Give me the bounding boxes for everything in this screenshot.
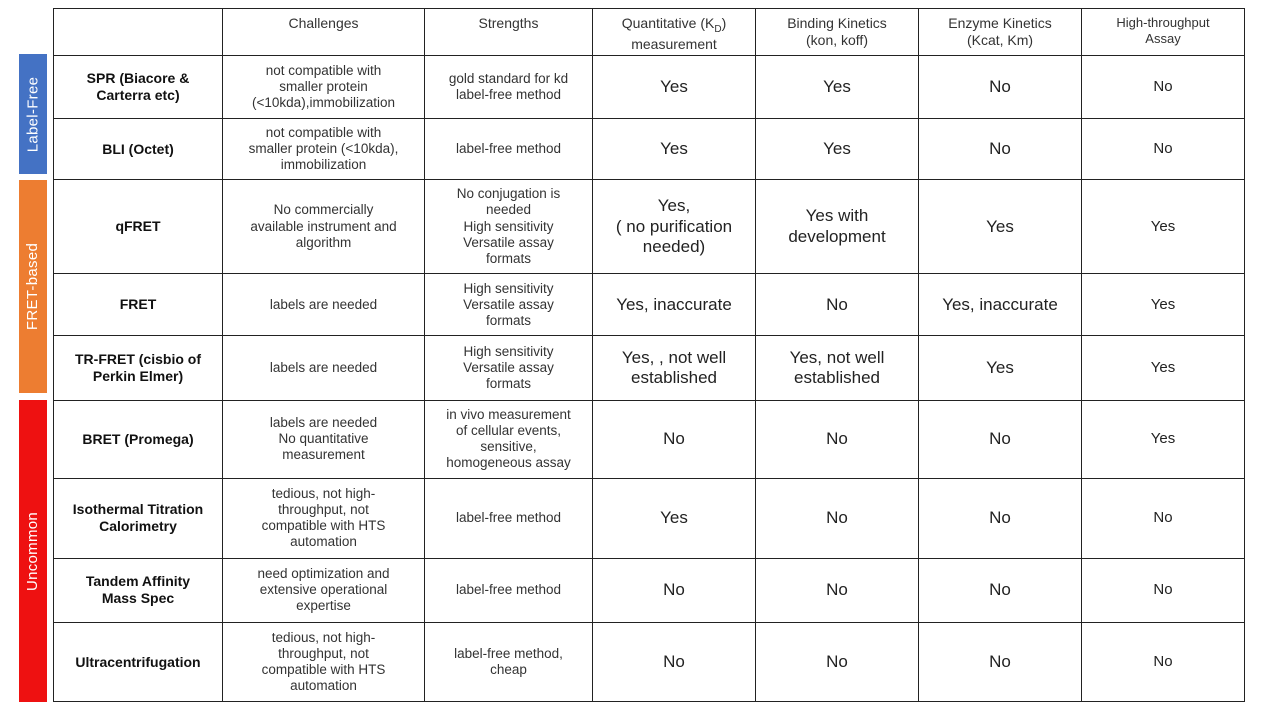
- label-free-group-label: [19, 54, 47, 174]
- challenges-cell-line: not compatible with: [265, 62, 382, 78]
- high-throughput-cell-line: Yes: [1150, 358, 1176, 376]
- header-enzyme-line2: (Kcat, Km): [966, 31, 1034, 48]
- quantitative-cell: [593, 478, 756, 558]
- enzyme-kinetics-cell: [919, 274, 1082, 336]
- method-cell: [54, 119, 223, 180]
- strengths-cell-line: Versatile assay: [463, 296, 554, 312]
- binding-kinetics-cell: [756, 119, 919, 180]
- enzyme-kinetics-cell: [919, 180, 1082, 274]
- strengths-cell-line: gold standard for kd: [448, 70, 569, 86]
- high-throughput-cell-line: Yes: [1150, 217, 1176, 235]
- enzyme-kinetics-cell-line: Yes: [986, 216, 1014, 236]
- strengths-cell-line: High sensitivity: [463, 343, 554, 359]
- high-throughput-cell: [1082, 622, 1245, 701]
- strengths-cell: [425, 622, 593, 701]
- challenges-cell-line: labels are needed: [269, 359, 378, 375]
- table-row: [54, 400, 1245, 478]
- strengths-cell: [425, 119, 593, 180]
- header-strengths: [425, 9, 593, 56]
- uncommon-text: Uncommon: [24, 511, 42, 591]
- challenges-cell: [223, 274, 425, 336]
- strengths-cell: [425, 56, 593, 119]
- challenges-cell-line: No quantitative: [278, 430, 369, 446]
- high-throughput-cell: [1082, 478, 1245, 558]
- enzyme-kinetics-cell-line: Yes, inaccurate: [942, 294, 1058, 314]
- challenges-cell: [223, 558, 425, 622]
- challenges-cell: [223, 400, 425, 478]
- header-binding-line1: Binding Kinetics: [787, 15, 887, 31]
- enzyme-kinetics-cell: [919, 558, 1082, 622]
- label-free-text: Label-Free: [24, 76, 42, 152]
- strengths-cell: [425, 558, 593, 622]
- challenges-cell: [223, 336, 425, 400]
- binding-kinetics-cell-line: No: [826, 651, 848, 671]
- enzyme-kinetics-cell-line: Yes: [986, 357, 1014, 377]
- table-body: [54, 56, 1245, 702]
- strengths-cell-line: No conjugation is: [456, 186, 561, 202]
- high-throughput-cell: [1082, 56, 1245, 119]
- binding-kinetics-cell: [756, 558, 919, 622]
- challenges-cell-line: tedious, not high-: [271, 485, 376, 501]
- strengths-cell-line: label-free method: [455, 87, 562, 103]
- quantitative-cell-line: ( no purification: [615, 216, 733, 236]
- high-throughput-cell-line: No: [1153, 509, 1173, 527]
- challenges-cell: [223, 622, 425, 701]
- challenges-cell: [223, 56, 425, 119]
- challenges-cell-line: available instrument and: [250, 218, 397, 234]
- method-cell: [54, 180, 223, 274]
- challenges-cell-line: immobilization: [280, 157, 367, 173]
- quantitative-cell: [593, 558, 756, 622]
- binding-kinetics-cell: [756, 400, 919, 478]
- binding-kinetics-cell-line: Yes, not well: [789, 347, 885, 367]
- method-cell-line: qFRET: [115, 218, 161, 235]
- strengths-cell-line: formats: [485, 312, 531, 328]
- strengths-cell-line: needed: [485, 202, 532, 218]
- quantitative-cell-line: Yes: [660, 138, 688, 158]
- method-cell-line: FRET: [119, 296, 157, 313]
- fret-based-text: FRET-based: [24, 242, 42, 331]
- high-throughput-cell: [1082, 274, 1245, 336]
- table-row: [54, 180, 1245, 274]
- table-row: [54, 56, 1245, 119]
- quantitative-cell-line: Yes: [660, 76, 688, 96]
- enzyme-kinetics-cell: [919, 478, 1082, 558]
- challenges-cell-line: extensive operational: [259, 582, 388, 598]
- challenges-cell-line: smaller protein (<10kda),: [248, 141, 399, 157]
- strengths-cell-line: in vivo measurement: [446, 406, 571, 422]
- quantitative-cell: [593, 622, 756, 701]
- method-cell: [54, 336, 223, 400]
- high-throughput-cell-line: No: [1153, 581, 1173, 599]
- challenges-cell-line: labels are needed: [269, 414, 378, 430]
- binding-kinetics-cell-line: Yes: [823, 138, 851, 158]
- challenges-cell-line: (<10kda),immobilization: [252, 95, 395, 111]
- method-cell: [54, 558, 223, 622]
- challenges-cell-line: tedious, not high-: [271, 629, 376, 645]
- comparison-table: [53, 8, 1245, 702]
- challenges-cell-line: algorithm: [295, 234, 352, 250]
- enzyme-kinetics-cell: [919, 622, 1082, 701]
- header-enzyme-line1: Enzyme Kinetics: [948, 15, 1052, 31]
- table-row: [54, 336, 1245, 400]
- strengths-cell: [425, 336, 593, 400]
- binding-kinetics-cell: [756, 274, 919, 336]
- binding-kinetics-cell-line: No: [826, 294, 848, 314]
- binding-kinetics-cell: [756, 56, 919, 119]
- high-throughput-cell-line: No: [1153, 652, 1173, 670]
- strengths-cell: [425, 478, 593, 558]
- challenges-cell-line: compatible with HTS: [261, 661, 386, 677]
- quantitative-cell-line: Yes, inaccurate: [616, 294, 732, 314]
- method-cell-line: Isothermal Titration: [72, 501, 204, 518]
- method-cell-line: SPR (Biacore &: [86, 70, 190, 87]
- table-row: [54, 478, 1245, 558]
- strengths-cell: [425, 180, 593, 274]
- header-row: [54, 9, 1245, 56]
- binding-kinetics-cell-line: Yes with: [805, 206, 869, 226]
- challenges-cell-line: smaller protein: [279, 78, 368, 94]
- strengths-cell-line: sensitive,: [480, 439, 537, 455]
- header-ht-line2: Assay: [1145, 30, 1181, 46]
- quantitative-cell-line: No: [663, 580, 685, 600]
- quantitative-cell: [593, 336, 756, 400]
- quantitative-cell-line: Yes, , not well: [621, 347, 727, 367]
- header-ht-line1: High-throughput: [1116, 15, 1210, 30]
- method-cell-line: Ultracentrifugation: [75, 653, 201, 670]
- binding-kinetics-cell: [756, 336, 919, 400]
- enzyme-kinetics-cell-line: No: [989, 507, 1011, 527]
- strengths-cell-line: High sensitivity: [463, 218, 554, 234]
- challenges-cell-line: throughput, not: [278, 501, 369, 517]
- challenges-cell-line: automation: [290, 678, 357, 694]
- binding-kinetics-cell-line: No: [826, 507, 848, 527]
- binding-kinetics-cell: [756, 478, 919, 558]
- quantitative-cell: [593, 56, 756, 119]
- quantitative-cell-line: established: [630, 367, 717, 387]
- quantitative-cell-line: Yes: [660, 507, 688, 527]
- method-cell-line: BLI (Octet): [102, 140, 174, 157]
- header-high-throughput: [1082, 9, 1245, 56]
- high-throughput-cell-line: No: [1153, 140, 1173, 158]
- quantitative-cell: [593, 400, 756, 478]
- header-strengths-text: Strengths: [478, 15, 539, 31]
- strengths-cell-line: High sensitivity: [463, 280, 554, 296]
- strengths-cell-line: Versatile assay: [463, 234, 554, 250]
- enzyme-kinetics-cell: [919, 119, 1082, 180]
- high-throughput-cell: [1082, 336, 1245, 400]
- method-cell-line: Tandem Affinity: [85, 573, 191, 590]
- strengths-cell-line: label-free method,: [454, 645, 563, 661]
- challenges-cell: [223, 119, 425, 180]
- method-cell-line: BRET (Promega): [82, 430, 194, 447]
- high-throughput-cell: [1082, 400, 1245, 478]
- strengths-cell-line: Versatile assay: [463, 359, 554, 375]
- enzyme-kinetics-cell: [919, 400, 1082, 478]
- strengths-cell-line: label-free method: [455, 141, 562, 157]
- header-quantitative: [593, 9, 756, 56]
- quantitative-cell: [593, 274, 756, 336]
- challenges-cell-line: automation: [290, 534, 357, 550]
- method-cell: [54, 56, 223, 119]
- binding-kinetics-cell-line: No: [826, 428, 848, 448]
- high-throughput-cell-line: Yes: [1150, 430, 1176, 448]
- strengths-cell-line: formats: [485, 251, 531, 267]
- strengths-cell-line: of cellular events,: [455, 422, 562, 438]
- strengths-cell: [425, 274, 593, 336]
- quantitative-cell-line: No: [663, 651, 685, 671]
- uncommon-group-label: [19, 400, 47, 702]
- binding-kinetics-cell: [756, 180, 919, 274]
- challenges-cell-line: not compatible with: [265, 124, 382, 140]
- method-cell: [54, 274, 223, 336]
- enzyme-kinetics-cell: [919, 56, 1082, 119]
- enzyme-kinetics-cell-line: No: [989, 428, 1011, 448]
- enzyme-kinetics-cell-line: No: [989, 138, 1011, 158]
- challenges-cell-line: need optimization and: [257, 566, 390, 581]
- quantitative-cell: [593, 119, 756, 180]
- enzyme-kinetics-cell-line: No: [989, 580, 1011, 600]
- method-cell: [54, 400, 223, 478]
- enzyme-kinetics-cell-line: No: [989, 76, 1011, 96]
- strengths-cell-line: cheap: [490, 661, 527, 677]
- strengths-cell-line: label-free method: [455, 510, 562, 526]
- challenges-cell: [223, 180, 425, 274]
- high-throughput-cell-line: Yes: [1150, 295, 1176, 313]
- strengths-cell-line: formats: [485, 376, 531, 392]
- method-cell-line: TR-FRET (cisbio of: [75, 351, 201, 368]
- challenges-cell: [223, 478, 425, 558]
- method-cell-line: Calorimetry: [99, 518, 177, 535]
- high-throughput-cell-line: No: [1153, 78, 1173, 96]
- quantitative-cell-line: Yes,: [657, 196, 691, 216]
- binding-kinetics-cell-line: established: [793, 367, 880, 387]
- table-row: [54, 622, 1245, 701]
- header-quant-suffix: ): [721, 15, 727, 31]
- method-cell: [54, 622, 223, 701]
- challenges-cell-line: labels are needed: [269, 296, 378, 312]
- table-row: [54, 119, 1245, 180]
- quantitative-cell-line: No: [663, 428, 685, 448]
- strengths-cell-line: homogeneous assay: [446, 455, 571, 471]
- high-throughput-cell: [1082, 558, 1245, 622]
- challenges-cell-line: throughput, not: [278, 645, 369, 661]
- high-throughput-cell: [1082, 119, 1245, 180]
- binding-kinetics-cell-line: No: [826, 580, 848, 600]
- method-cell: [54, 478, 223, 558]
- binding-kinetics-cell-line: Yes: [823, 76, 851, 96]
- method-cell-line: Mass Spec: [101, 590, 175, 607]
- challenges-cell-line: measurement: [282, 447, 365, 463]
- enzyme-kinetics-cell-line: No: [989, 651, 1011, 671]
- table-row: [54, 558, 1245, 622]
- quantitative-cell: [593, 180, 756, 274]
- strengths-cell: [425, 400, 593, 478]
- method-cell-line: Carterra etc): [96, 87, 180, 104]
- header-quant-prefix: Quantitative (K: [621, 15, 715, 31]
- header-blank: [54, 9, 223, 56]
- header-challenges-text: Challenges: [288, 15, 359, 31]
- header-challenges: [223, 9, 425, 56]
- header-binding-kinetics: [756, 9, 919, 56]
- enzyme-kinetics-cell: [919, 336, 1082, 400]
- binding-kinetics-cell-line: development: [788, 226, 886, 246]
- table-row: [54, 274, 1245, 336]
- fret-based-group-label: [19, 180, 47, 393]
- header-enzyme-kinetics: [919, 9, 1082, 56]
- challenges-cell-line: No commercially: [273, 202, 374, 218]
- high-throughput-cell: [1082, 180, 1245, 274]
- binding-kinetics-cell: [756, 622, 919, 701]
- challenges-cell-line: compatible with HTS: [261, 518, 386, 534]
- header-binding-line2: (kon, koff): [806, 31, 868, 48]
- strengths-cell-line: label-free method: [455, 582, 562, 598]
- challenges-cell-line: expertise: [296, 598, 351, 614]
- header-quant-sub: D: [714, 23, 722, 35]
- header-quant-line2: measurement: [631, 35, 717, 52]
- method-cell-line: Perkin Elmer): [92, 367, 184, 384]
- quantitative-cell-line: needed): [642, 236, 706, 256]
